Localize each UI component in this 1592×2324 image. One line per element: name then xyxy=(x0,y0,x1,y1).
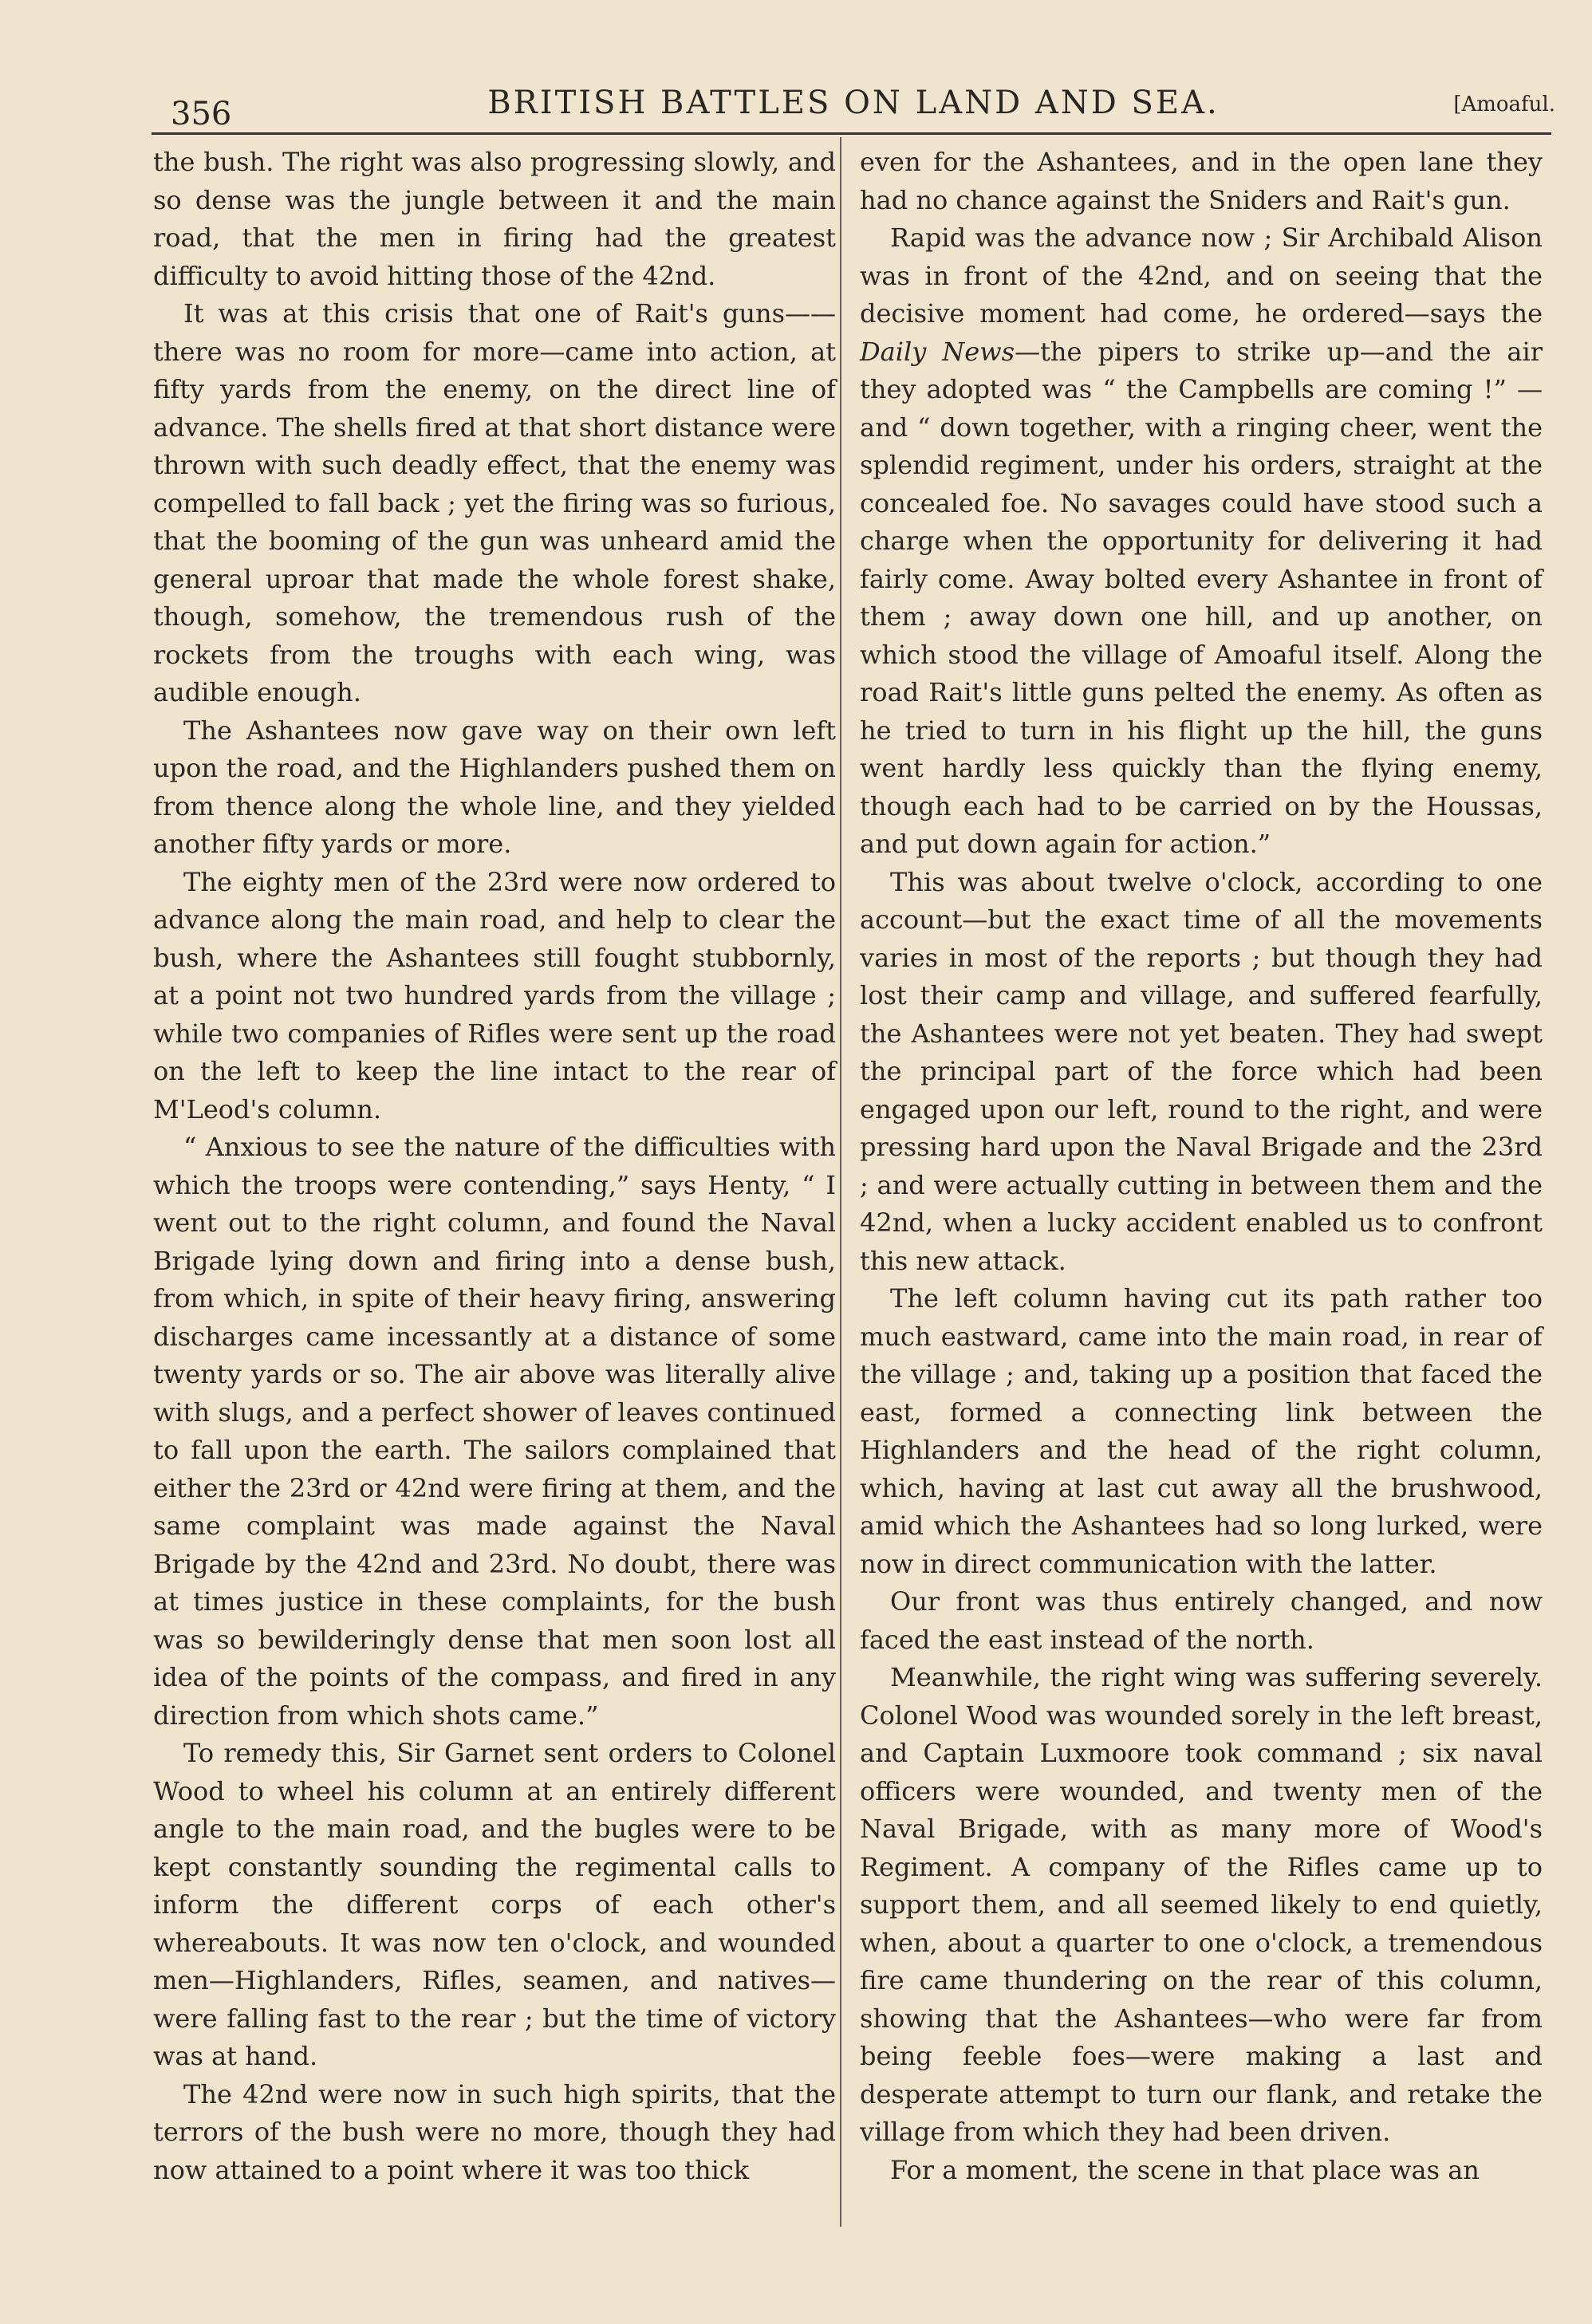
newspaper-title: Daily News xyxy=(860,336,1015,367)
paragraph: The Ashantees now gave way on their own left upon the road, and the Highlanders pushed them on from thence along the whole line, and they yielded another fifty yards or more. xyxy=(153,715,836,859)
paragraph: the bush. The right was also progressing slowly, and so dense was the jungle between it and the main road, that the men in firing had the greatest difficulty to avoid hitting those of the 42nd. xyxy=(153,147,836,291)
header-rule xyxy=(152,132,1551,135)
page-number: 356 xyxy=(171,96,232,132)
paragraph: It was at this crisis that one of Rait's guns——there was no room for more—came into action, at fifty yards from the enemy, on the direct line of advance. The shells fired at that short distance were thrown with such deadly effect, that the enemy was compelled to fall back ; yet the firing was so furious, that the booming of the gun was unheard amid the general uproar that made the whole forest shake, though, somehow, the tremendous rush of the rockets from the troughs with each wing, was audible enough. xyxy=(153,298,836,707)
paragraph: This was about twelve o'clock, according to one account—but the exact time of all the movements varies in most of the reports ; but though they had lost their camp and village, and suffered fearfully, the Ashantees were not yet beaten. They had swept the principal part of the force which had been engaged upon our left, round to the right, and were pressing hard upon the Naval Brigade and the 23rd ; and were actually cutting in between them and the 42nd, when a lucky accident enabled us to confront this new attack. xyxy=(860,866,1543,1276)
paragraph xyxy=(860,219,1543,864)
paragraph: Meanwhile, the right wing was suffering severely. Colonel Wood was wounded sorely in the left breast, and Captain Luxmoore took command ; six naval officers were wounded, and twenty men of the Naval Brigade, with as many more of Wood's Regiment. A company of the Rifles came up to support them, and all seemed likely to end quietly, when, about a quarter to one o'clock, a tremendous fire came thundering on the rear of this column, showing that the Ashantees—who were far from being feeble foes—were making a last and desperate attempt to turn our flank, and retake the village from which they had been driven. xyxy=(860,1662,1543,2147)
page-header xyxy=(152,80,1555,136)
paragraph: For a moment, the scene in that place was an xyxy=(890,2154,1480,2185)
paragraph: The left column having cut its path rather too much eastward, came into the main road, in rear of the village ; and, taking up a position that faced the east, formed a connecting link between the Highlanders and the head of the right column, which, having at last cut away all the brushwood, amid which the Ashantees had so long lurked, were now in direct communication with the latter. xyxy=(860,1283,1543,1579)
paragraph: To remedy this, Sir Garnet sent orders to Colonel Wood to wheel his column at an entirely different angle to the main road, and the bugles were to be kept constantly sounding the regimental calls to inform the different corps of each other's whereabouts. It was now ten o'clock, and wounded men—Highlanders, Rifles, seamen, and natives—were falling fast to the rear ; but the time of victory was at hand. xyxy=(153,1738,836,2071)
text-run: —the pipers to strike up—and the air they adopted was “ the Campbells are coming !” —and “ down together, with a ringing cheer, went the splendid regiment, under his orders, straight at the concealed foe. No savages could have stood such a charge when the opportunity for delivering it had fairly come. Away bolted every Ashantee in front of them ; away down one hill, and up another, on which stood the village of Amoaful itself. Along the road Rait's little guns pelted the enemy. As often as he tried to turn in his flight up the hill, the guns went hardly less quickly than the flying enemy, though each had to be carried on by the Houssas, and put down again for action.” xyxy=(860,336,1543,859)
running-title: BRITISH BATTLES ON LAND AND SEA. xyxy=(487,85,1220,121)
text-run: Rapid was the advance now ; Sir Archibald Alison was in front of the 42nd, and on seeing that the decisive moment had come, he ordered—says the xyxy=(860,223,1543,329)
paragraph: even for the Ashantees, and in the open lane they had no chance against the Sniders and Rait's gun. xyxy=(860,147,1543,215)
section-marker: [Amoaful. xyxy=(1453,93,1555,116)
column-divider xyxy=(840,137,841,2227)
left-column xyxy=(153,144,836,2189)
paragraph: The eighty men of the 23rd were now ordered to advance along the main road, and help to clear the bush, where the Ashantees still fought stubbornly, at a point not two hundred yards from the village ; while two companies of Rifles were sent up the road on the left to keep the line intact to the rear of M'Leod's column. xyxy=(153,866,836,1125)
paragraph: The 42nd were now in such high spirits, that the terrors of the bush were no more, though they had now attained to a point where it was too thick xyxy=(153,2078,836,2185)
right-column xyxy=(860,144,1543,2189)
paragraph: Our front was thus entirely changed, and now faced the east instead of the north. xyxy=(860,1586,1543,1655)
paragraph: “ Anxious to see the nature of the difficulties with which the troops were contending,” says Henty, “ I went out to the right column, and found the Naval Brigade lying down and firing into a dense bush, from which, in spite of their heavy firing, answering discharges came incessantly at a distance of some twenty yards or so. The air above was literally alive with slugs, and a perfect shower of leaves continued to fall upon the earth. The sailors complained that either the 23rd or 42nd were firing at them, and the same complaint was made against the Naval Brigade by the 42nd and 23rd. No doubt, there was at times justice in these complaints, for the bush was so bewilderingly dense that men soon lost all idea of the points of the compass, and fired in any direction from which shots came.” xyxy=(153,1132,836,1731)
